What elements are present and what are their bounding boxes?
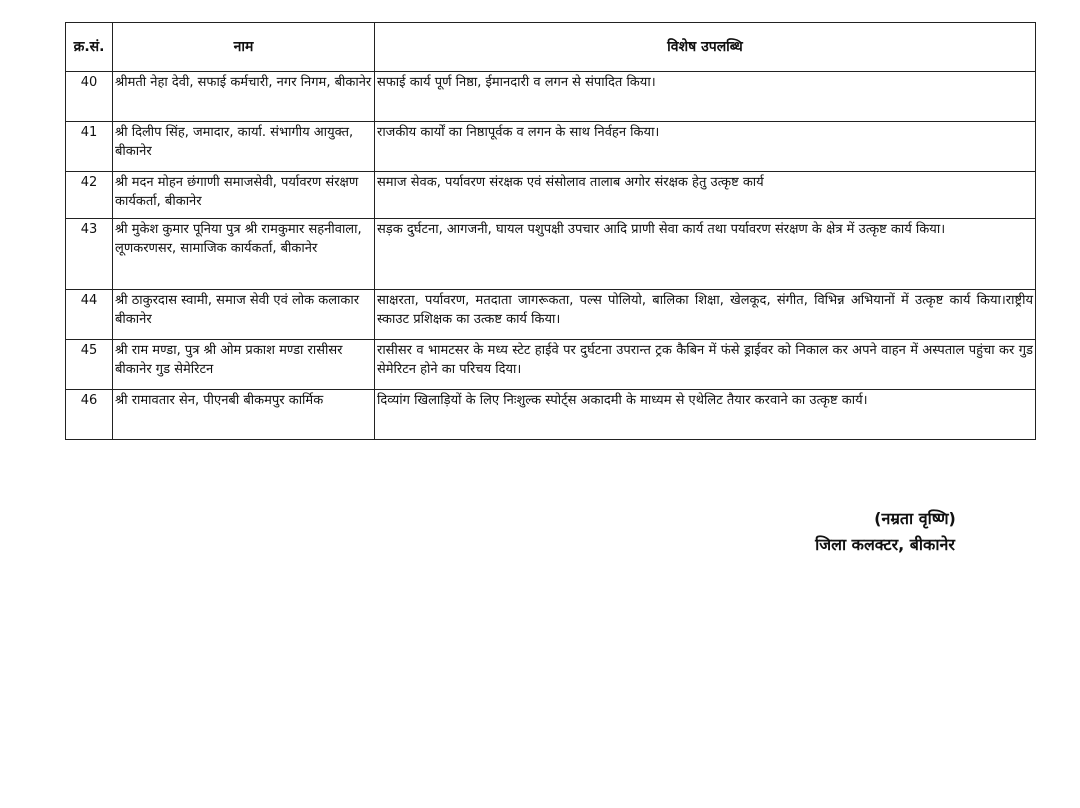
achievement-cell: सड़क दुर्घटना, आगजनी, घायल पशुपक्षी उपचार आदि प्राणी सेवा कार्य तथा पर्यावरण संरक्षण के क्षेत्र में उत्कृष्ट कार्य किया। — [375, 219, 1036, 290]
serial-cell: 45 — [66, 340, 113, 390]
name-cell: श्री रामावतार सेन, पीएनबी बीकमपुर कार्मिक — [113, 390, 375, 440]
achievement-cell: समाज सेवक, पर्यावरण संरक्षक एवं संसोलाव तालाब अगोर संरक्षक हेतु उत्कृष्ट कार्य — [375, 172, 1036, 219]
table-row — [66, 72, 1036, 122]
name-cell: श्री मुकेश कुमार पूनिया पुत्र श्री रामकुमार सहनीवाला, लूणकरणसर, सामाजिक कार्यकर्ता, बीकानेर — [113, 219, 375, 290]
serial-cell: 43 — [66, 219, 113, 290]
achievement-cell: राजकीय कार्यों का निष्ठापूर्वक व लगन के साथ निर्वहन किया। — [375, 122, 1036, 172]
header-name: नाम — [113, 23, 375, 72]
table-header-row — [66, 23, 1036, 72]
table-row — [66, 122, 1036, 172]
name-cell: श्री मदन मोहन छंगाणी समाजसेवी, पर्यावरण संरक्षण कार्यकर्ता, बीकानेर — [113, 172, 375, 219]
signatory-title: जिला कलक्टर, बीकानेर — [815, 535, 955, 554]
signature-block — [770, 506, 1000, 558]
table-row — [66, 172, 1036, 219]
header-achievement: विशेष उपलब्धि — [375, 23, 1036, 72]
serial-cell: 42 — [66, 172, 113, 219]
header-serial: क्र.सं. — [66, 23, 113, 72]
signatory-name: (नम्रता वृष्णि) — [874, 509, 956, 528]
table-row — [66, 219, 1036, 290]
achievement-cell: सफाई कार्य पूर्ण निष्ठा, ईमानदारी व लगन से संपादित किया। — [375, 72, 1036, 122]
awards-table — [65, 22, 1036, 440]
name-cell: श्री ठाकुरदास स्वामी, समाज सेवी एवं लोक कलाकार बीकानेर — [113, 290, 375, 340]
achievement-cell: रासीसर व भामटसर के मध्य स्टेट हाईवे पर दुर्घटना उपरान्त ट्रक कैबिन में फंसे ड्राईवर को निकाल कर अपने वाहन में अस्पताल पहुंचा कर गुड सेमेरिटन होने का परिचय दिया। — [375, 340, 1036, 390]
name-cell: श्रीमती नेहा देवी, सफाई कर्मचारी, नगर निगम, बीकानेर — [113, 72, 375, 122]
achievement-cell: दिव्यांग खिलाड़ियों के लिए निःशुल्क स्पोर्ट्स अकादमी के माध्यम से एथेलिट तैयार करवाने का उत्कृष्ट कार्य। — [375, 390, 1036, 440]
serial-cell: 46 — [66, 390, 113, 440]
serial-cell: 44 — [66, 290, 113, 340]
table-row — [66, 340, 1036, 390]
name-cell: श्री राम मण्डा, पुत्र श्री ओम प्रकाश मण्डा रासीसर बीकानेर गुड सेमेरिटन — [113, 340, 375, 390]
table-row — [66, 290, 1036, 340]
table-row — [66, 390, 1036, 440]
serial-cell: 40 — [66, 72, 113, 122]
serial-cell: 41 — [66, 122, 113, 172]
name-cell: श्री दिलीप सिंह, जमादार, कार्या. संभागीय आयुक्त, बीकानेर — [113, 122, 375, 172]
achievement-cell: साक्षरता, पर्यावरण, मतदाता जागरूकता, पल्स पोलियो, बालिका शिक्षा, खेलकूद, संगीत, विभिन्न अभियानों में उत्कृष्ट कार्य किया।राष्ट्रीय स्काउट प्रशिक्षक का उत्कष्ट कार्य किया। — [375, 290, 1036, 340]
